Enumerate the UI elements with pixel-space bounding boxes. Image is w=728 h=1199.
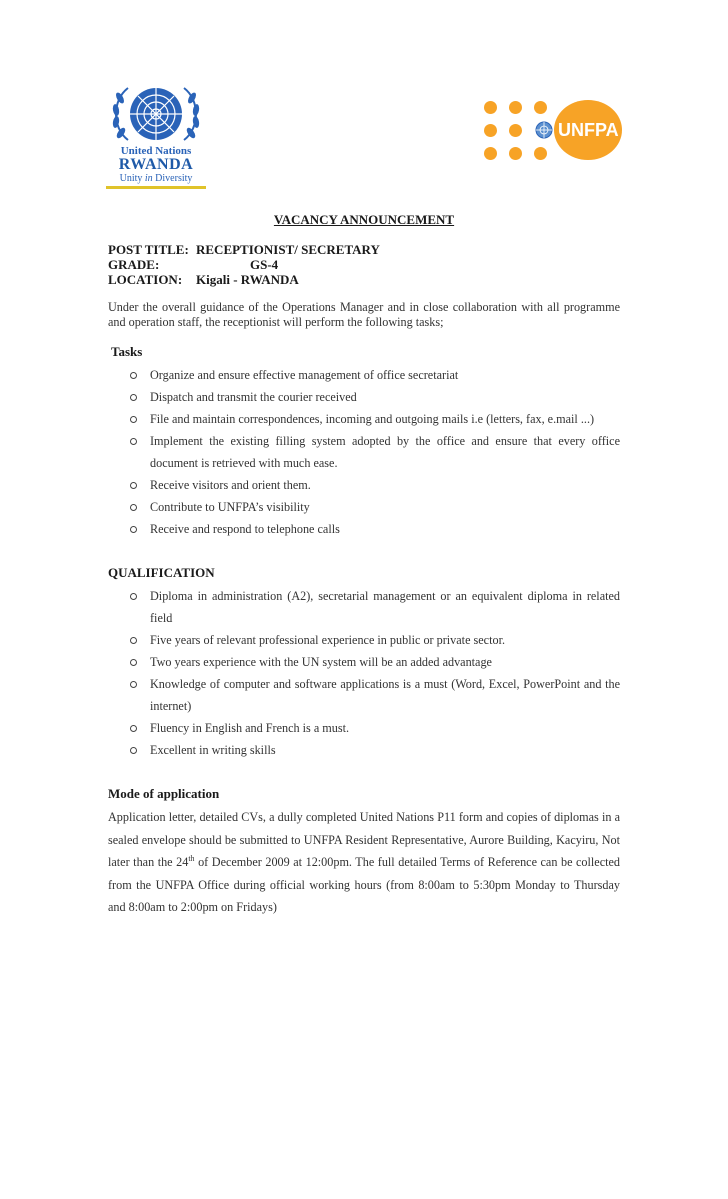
mode-heading: Mode of application	[108, 786, 220, 801]
list-item: Two years experience with the UN system will be an added advantage	[128, 651, 620, 673]
list-item: Implement the existing filling system adopted by the office and ensure that every office document is retrieved with much ease.	[128, 430, 620, 474]
un-logo-line2: RWANDA	[118, 156, 194, 173]
un-logo-line1: United Nations	[120, 145, 192, 157]
qualification-list	[128, 585, 620, 761]
list-item: Five years of relevant professional experience in public or private sector.	[128, 629, 620, 651]
unfpa-wordmark: UNFPA	[554, 100, 622, 160]
location-label: LOCATION:	[108, 272, 183, 287]
un-rwanda-logo	[106, 84, 206, 189]
un-emblem-icon	[108, 84, 204, 144]
page-title: VACANCY ANNOUNCEMENT	[273, 212, 455, 227]
grade-label: GRADE:	[108, 257, 160, 272]
grade-value: GS-4	[250, 257, 279, 272]
post-title-label: POST TITLE:	[108, 242, 189, 257]
un-globe-icon	[535, 121, 553, 139]
list-item: Dispatch and transmit the courier received	[128, 386, 620, 408]
post-meta	[108, 242, 380, 287]
post-title-value: RECEPTIONIST/ SECRETARY	[196, 242, 380, 257]
un-logo-line3: Unity in Diversity	[106, 173, 206, 189]
list-item: Contribute to UNFPA’s visibility	[128, 496, 620, 518]
list-item: File and maintain correspondences, incoming and outgoing mails i.e (letters, fax, e.mail ...)	[128, 408, 620, 430]
list-item: Excellent in writing skills	[128, 739, 620, 761]
list-item: Fluency in English and French is a must.	[128, 717, 620, 739]
qualification-heading: QUALIFICATION	[108, 565, 215, 580]
list-item: Diploma in administration (A2), secretarial management or an equivalent diploma in related field	[128, 585, 620, 629]
tasks-list	[128, 364, 620, 540]
unfpa-logo	[482, 98, 624, 162]
list-item: Knowledge of computer and software applications is a must (Word, Excel, PowerPoint and the internet)	[128, 673, 620, 717]
list-item: Receive and respond to telephone calls	[128, 518, 620, 540]
list-item: Organize and ensure effective management of office secretariat	[128, 364, 620, 386]
list-item: Receive visitors and orient them.	[128, 474, 620, 496]
location-value: Kigali - RWANDA	[196, 272, 299, 287]
mode-paragraph: Application letter, detailed CVs, a dully completed United Nations P11 form and copies of diplomas in a sealed envelope should be submitted to UNFPA Resident Representative, Aurore Building, Kacyiru, Not later than the 24th of December 2009 at 12:00pm. The full detailed Terms of Reference can be collected from the UNFPA Office during official working hours (from 8:00am to 5:30pm Monday to Thursday and 8:00am to 2:00pm on Fridays)	[108, 810, 620, 914]
intro-paragraph: Under the overall guidance of the Operations Manager and in close collaboration with all programme and operation staff, the receptionist will perform the following tasks;	[108, 300, 620, 329]
tasks-heading: Tasks	[111, 344, 143, 359]
